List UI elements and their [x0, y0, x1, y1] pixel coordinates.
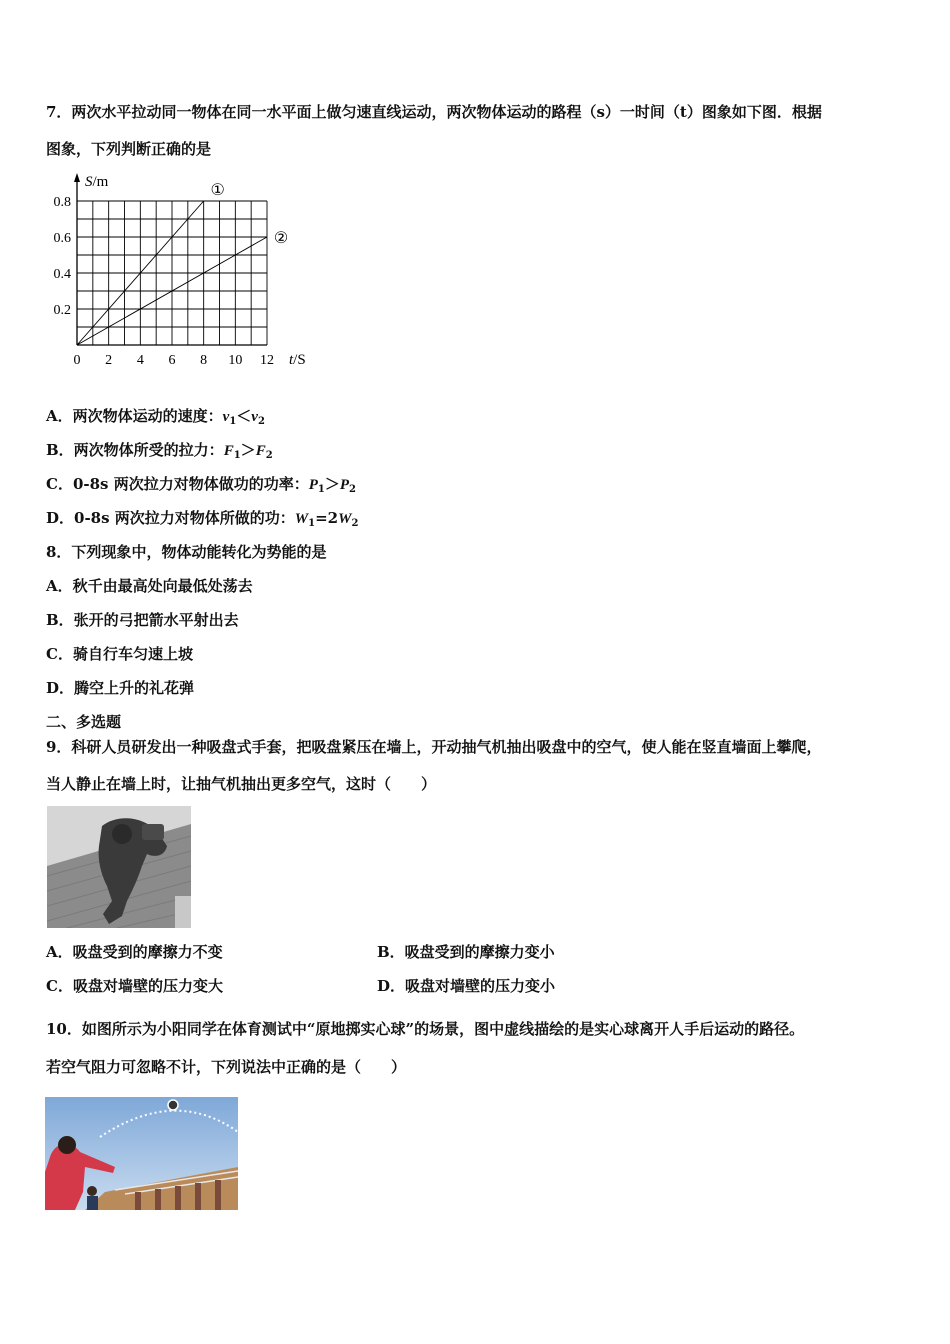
- graph-grid: [77, 201, 267, 345]
- q9-option-d: D．吸盘对墙壁的压力变小: [377, 977, 556, 995]
- y-axis-arrow: [74, 173, 80, 182]
- q8-option-a: A．秋千由最高处向最低处荡去: [46, 577, 253, 595]
- q9-option-b: B．吸盘受到的摩擦力变小: [377, 943, 555, 961]
- q7-option-c-prefix: C．0-8s 两次拉力对物体做功的功率：: [46, 475, 309, 493]
- y-tick-label: 0.8: [53, 195, 71, 210]
- q7-option-d-formula: $W_1=2W_2$: [294, 509, 359, 529]
- x-tick-label: 0: [73, 353, 81, 368]
- q10-stem-line2: 若空气阻力可忽略不计，下列说法中正确的是（ ）: [46, 1058, 407, 1076]
- x-tick-label: 4: [136, 353, 144, 368]
- x-axis-label: t/S: [289, 352, 306, 368]
- q8-option-c: C．骑自行车匀速上坡: [46, 645, 193, 663]
- x-tick-label: 8: [200, 353, 208, 368]
- x-tick-label: 6: [168, 353, 176, 368]
- q7-option-a-prefix: A．两次物体运动的速度：: [46, 407, 223, 425]
- q7-option-c: [46, 474, 356, 500]
- x-tick-label: 12: [260, 353, 274, 368]
- q7-option-d-prefix: D．0-8s 两次拉力对物体所做的功：: [46, 509, 295, 527]
- series-label-2: ②: [273, 230, 289, 247]
- x-tick-label: 2: [105, 353, 113, 368]
- q7-option-c-formula: $P_1>P_2$: [308, 475, 357, 495]
- q7-stem-line1: 7．两次水平拉动同一物体在同一水平面上做匀速直线运动，两次物体运动的路程（s）一时间（t）图象如下图．根据: [46, 103, 822, 121]
- q9-option-c: C．吸盘对墙壁的压力变大: [46, 977, 223, 995]
- q9-option-a: A．吸盘受到的摩擦力不变: [46, 943, 223, 961]
- y-axis-label: S/m: [85, 174, 109, 190]
- series-label-1: ①: [210, 182, 225, 199]
- q9-stem-line1: 9．科研人员研发出一种吸盘式手套，把吸盘紧压在墙上，开动抽气机抽出吸盘中的空气，使人能在竖直墙面上攀爬，: [46, 738, 822, 756]
- q7-option-a: [46, 406, 265, 432]
- shot-put-photo: [45, 1097, 238, 1210]
- q8-stem: 8．下列现象中，物体动能转化为势能的是: [46, 543, 327, 561]
- q7-option-b: [46, 440, 273, 466]
- q8-option-d: D．腾空上升的礼花弹: [46, 679, 195, 697]
- q7-option-a-formula: $v_1<v_2$: [222, 407, 265, 427]
- y-tick-label: 0.4: [53, 267, 71, 282]
- st-graph: [44, 172, 314, 372]
- q10-stem-line1: 10．如图所示为小阳同学在体育测试中“原地掷实心球”的场景，图中虚线描绘的是实心球离开人手后运动的路径。: [46, 1020, 805, 1038]
- q7-option-b-formula: $F_1>F_2$: [223, 441, 273, 461]
- q8-option-b: B．张开的弓把箭水平射出去: [46, 611, 239, 629]
- climber-photo: [47, 806, 191, 928]
- q7-stem-line2: 图象，下列判断正确的是: [46, 140, 212, 158]
- q9-stem-line2: 当人静止在墙上时，让抽气机抽出更多空气，这时（ ）: [46, 775, 437, 793]
- q7-option-b-prefix: B．两次物体所受的拉力：: [46, 441, 224, 459]
- y-tick-label: 0.6: [53, 231, 71, 246]
- x-tick-label: 10: [228, 353, 243, 368]
- section-heading-multiple-choice: 二、多选题: [46, 713, 122, 731]
- y-tick-label: 0.2: [53, 303, 71, 318]
- q7-option-d: [46, 508, 358, 534]
